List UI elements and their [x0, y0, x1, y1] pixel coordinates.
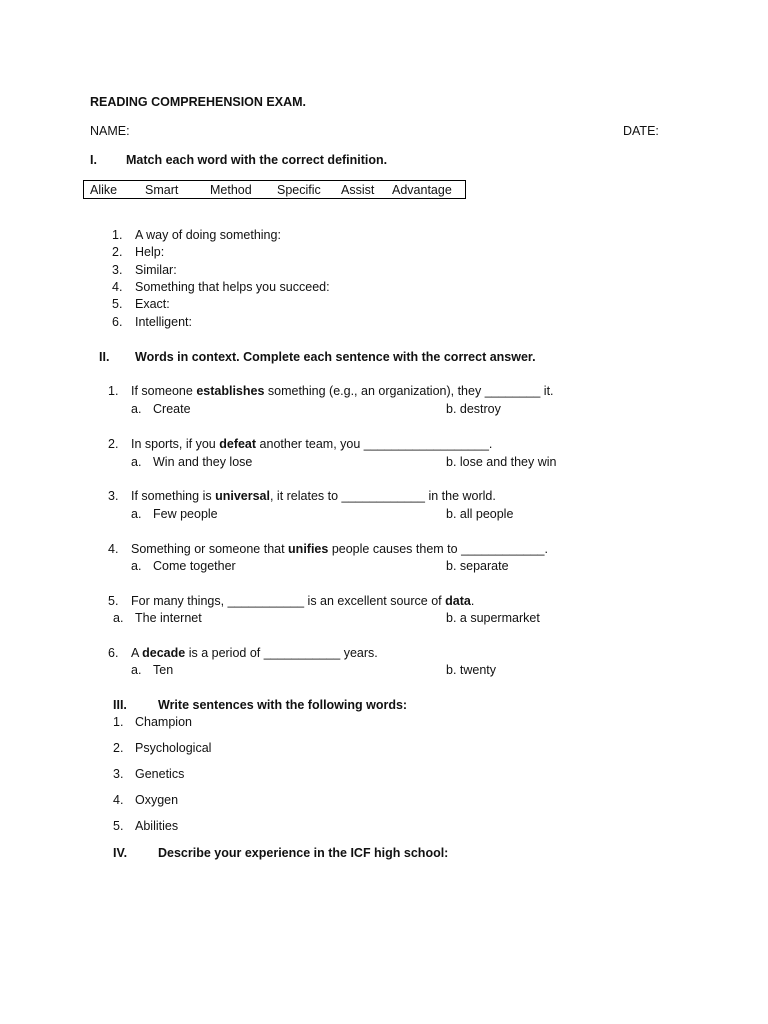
question-text: If something is universal, it relates to ____________ in the world.: [131, 489, 496, 503]
definition-number: 6.: [112, 315, 123, 329]
option-b: b. destroy: [446, 402, 501, 416]
section2-heading: Words in context. Complete each sentence with the correct answer.: [135, 350, 536, 364]
word-bank-item: Smart: [145, 183, 179, 197]
section4-heading: Describe your experience in the ICF high school:: [158, 846, 449, 860]
option-b: b. separate: [446, 559, 509, 573]
definition-text: Help:: [135, 245, 165, 259]
definition-number: 1.: [112, 228, 123, 242]
option-a: The internet: [135, 611, 202, 625]
section1-numeral: I.: [90, 153, 97, 167]
definition-number: 2.: [112, 245, 123, 259]
question-number: 1.: [108, 384, 119, 398]
option-a: Few people: [153, 507, 218, 521]
option-a-label: a.: [131, 507, 142, 521]
word-bank: [83, 180, 466, 199]
section2-numeral: II.: [99, 350, 110, 364]
option-a-label: a.: [131, 559, 142, 573]
section3-numeral: III.: [113, 698, 127, 712]
vocab-word: Champion: [135, 715, 192, 729]
answer-blank: ___________: [263, 646, 341, 660]
section4-numeral: IV.: [113, 846, 128, 860]
key-word: decade: [142, 646, 186, 660]
question-text: For many things, ___________ is an excellent source of data.: [131, 594, 475, 608]
definition-text: Something that helps you succeed:: [135, 280, 330, 294]
definition-text: Intelligent:: [135, 315, 192, 329]
option-a: Win and they lose: [153, 455, 253, 469]
option-a: Create: [153, 402, 191, 416]
word-bank-item: Alike: [90, 183, 118, 197]
definition-number: 3.: [112, 263, 123, 277]
section1-heading: Match each word with the correct definition.: [126, 153, 388, 167]
definition-number: 5.: [112, 297, 123, 311]
option-a-label: a.: [131, 402, 142, 416]
key-word: universal: [215, 489, 270, 503]
definition-number: 4.: [112, 280, 123, 294]
definition-text: Similar:: [135, 263, 177, 277]
option-a: Come together: [153, 559, 236, 573]
vocab-word: Oxygen: [135, 793, 179, 807]
key-word: data: [445, 594, 471, 608]
vocab-word: Genetics: [135, 767, 185, 781]
vocab-number: 2.: [113, 741, 124, 755]
word-bank-item: Assist: [341, 183, 375, 197]
key-word: establishes: [196, 384, 265, 398]
answer-blank: ____________: [461, 542, 545, 556]
option-b: b. twenty: [446, 663, 497, 677]
section3-heading: Write sentences with the following words:: [158, 698, 408, 712]
option-a: Ten: [153, 663, 174, 677]
option-b: b. lose and they win: [446, 455, 557, 469]
word-bank-item: Method: [210, 183, 252, 197]
vocab-number: 4.: [113, 793, 124, 807]
key-word: unifies: [288, 542, 329, 556]
name-label: NAME:: [90, 124, 130, 138]
vocab-number: 5.: [113, 819, 124, 833]
question-number: 5.: [108, 594, 119, 608]
option-a-label: a.: [131, 663, 142, 677]
date-label: DATE:: [623, 124, 659, 138]
word-bank-item: Advantage: [392, 183, 452, 197]
answer-blank: ________: [484, 384, 541, 398]
question-number: 3.: [108, 489, 119, 503]
answer-blank: ____________: [341, 489, 425, 503]
exam-title: READING COMPREHENSION EXAM.: [90, 95, 306, 109]
question-text: Something or someone that unifies people causes them to ____________.: [131, 542, 548, 556]
option-b: b. a supermarket: [446, 611, 540, 625]
option-a-label: a.: [113, 611, 124, 625]
question-number: 2.: [108, 437, 119, 451]
question-number: 6.: [108, 646, 119, 660]
question-text: A decade is a period of ___________ years.: [131, 646, 378, 660]
vocab-number: 1.: [113, 715, 124, 729]
question-number: 4.: [108, 542, 119, 556]
definition-text: Exact:: [135, 297, 170, 311]
vocab-number: 3.: [113, 767, 124, 781]
vocab-word: Psychological: [135, 741, 212, 755]
word-bank-item: Specific: [277, 183, 321, 197]
definition-text: A way of doing something:: [135, 228, 281, 242]
option-b: b. all people: [446, 507, 514, 521]
question-text: In sports, if you defeat another team, you __________________.: [131, 437, 493, 451]
question-text: If someone establishes something (e.g., an organization), they ________ it.: [131, 384, 554, 398]
key-word: defeat: [219, 437, 257, 451]
option-a-label: a.: [131, 455, 142, 469]
answer-blank: ___________: [227, 594, 305, 608]
vocab-word: Abilities: [135, 819, 179, 833]
answer-blank: __________________: [363, 437, 489, 451]
